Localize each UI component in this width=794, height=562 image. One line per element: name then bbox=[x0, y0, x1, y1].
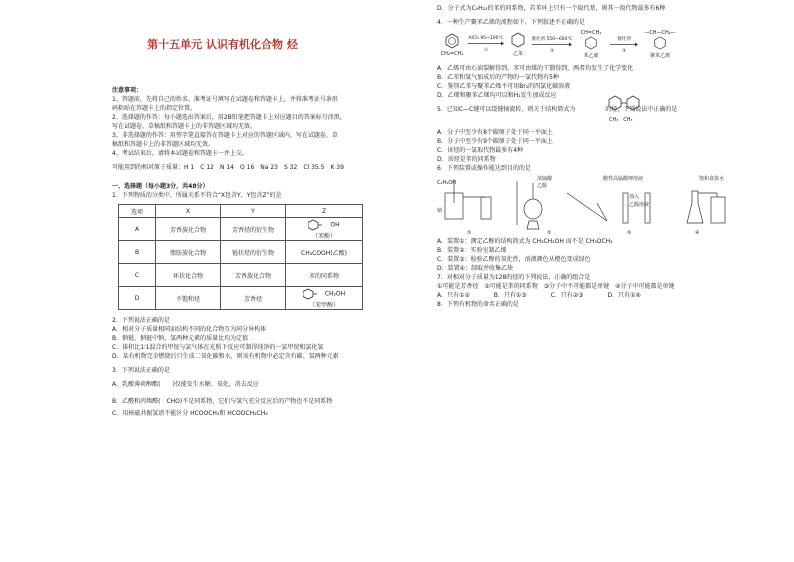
table-cell: A bbox=[119, 218, 156, 241]
note-line: 写在试题卷、草稿纸和答题卡上的非答题区域均无效。 bbox=[112, 123, 257, 130]
option: A．乳酸薄荷醇酯( )仅能发生水解、氧化、消去反应 bbox=[112, 381, 259, 388]
table-header: Z bbox=[286, 205, 363, 218]
table-cell: 环状化合物 bbox=[156, 264, 221, 287]
label-acidified: 酸性高锰酸钾溶液 bbox=[603, 176, 644, 182]
option: B．装置②：实验室制乙烯 bbox=[437, 247, 507, 254]
statements: ①可能是芳香烃 ②可能是苯的同系物 ③分子中不可能都是单键 ④分子中可能都是单键 bbox=[437, 283, 675, 290]
option: A．装置①：测定乙醇的结构简式为 CH₃CH₂OH 而不是 CH₃OCH₃ bbox=[437, 238, 613, 245]
methyl-labels: CH₃ CH₃ bbox=[609, 117, 633, 123]
atomic-masses: 可能用到的相对原子质量：H 1 C 12 N 14 O 16 Na 23 S 32 Cl 35.5 K 39 bbox=[112, 164, 344, 171]
question-2: 2．下列说法正确的是 bbox=[112, 317, 170, 324]
ethylene-label: CH₂=CH₂ bbox=[440, 50, 464, 57]
table-header: 选项 bbox=[119, 205, 156, 218]
option: B．分子中至少有9个碳原子处于同一平面上 bbox=[437, 138, 553, 145]
table-cell: 芳香族化合物 bbox=[221, 264, 286, 287]
label-num: ③ bbox=[627, 230, 632, 236]
label-solution: 乙醇溶液 bbox=[629, 202, 650, 208]
option: C．该烃的一氯取代物最多有4种 bbox=[437, 147, 524, 154]
question-6: 6．下列装置或操作能达到目的的是 bbox=[437, 165, 531, 172]
note-line: 2、选择题的作答：每小题选出答案后，用2B铅笔把答题卡上对应题目的答案标号涂黑， bbox=[112, 114, 346, 121]
option: A．乙烯可由石油裂解得到，苯可由煤的干馏得到，两者均发生了化学变化 bbox=[437, 65, 634, 72]
label-num: ① bbox=[467, 230, 472, 236]
label-water: 饱和食盐水 bbox=[699, 176, 725, 182]
option: D．装置④：制取并收集乙炔 bbox=[437, 265, 513, 272]
product-label: 乙苯 bbox=[512, 51, 523, 57]
note-line: 稿纸和答题卡上的非答题区域均无效。 bbox=[112, 141, 215, 148]
choice: D．只有①④ bbox=[607, 292, 641, 299]
option: C．用核磁共振氢谱不能区分 HCOOCH₃和 HCOOCH₂CH₃ bbox=[112, 410, 268, 417]
option: D．该烃是苯的同系物 bbox=[437, 156, 496, 163]
choice: B．只有①③ bbox=[493, 292, 527, 299]
label-ethanol: C₂H₅OH bbox=[437, 180, 456, 186]
benzene-ring-icon bbox=[444, 33, 460, 49]
table-cell: 苯的同系物 bbox=[286, 264, 363, 287]
table-header: Y bbox=[221, 205, 286, 218]
table-header: X bbox=[156, 205, 221, 218]
option: B．乙醛和丙烯醛( CHO)不是同系物，它们与氢气充分反应后的产物也不是同系物 bbox=[112, 398, 333, 405]
question-4: 4．一种生产聚苯乙烯的流程如下，下列叙述不正确的是 bbox=[437, 19, 585, 26]
notes-heading: 注意事项： bbox=[112, 87, 143, 94]
question-5: 5．已知C—C键可以绕键轴旋转，则关于结构简式为 的烃，下列说法中正确的是 bbox=[437, 106, 678, 113]
biphenyl-structure-icon bbox=[607, 94, 641, 116]
table-row bbox=[119, 287, 363, 310]
option: B．钠链、钠链中钠、氢两种元素的质量比均为定值 bbox=[112, 335, 249, 342]
table-row bbox=[119, 264, 363, 287]
choices-row bbox=[437, 291, 754, 300]
option: A．分子中至少有8个碳原子处于同一平面上 bbox=[437, 129, 553, 136]
question-1: 1．下列物质的分类中，所属关系不符合“X包含Y、Y包含Z”的是 bbox=[112, 192, 282, 199]
note-line: 4、考试结束后，请将本试题卷和答题卡一并上交。 bbox=[112, 150, 248, 157]
label-sodium: 钠 bbox=[437, 208, 443, 214]
label-num: ④ bbox=[695, 230, 700, 236]
table-cell: 芳香烃 bbox=[221, 287, 286, 310]
arrow-icon bbox=[468, 41, 504, 46]
table-row bbox=[119, 241, 363, 264]
arrow-icon bbox=[532, 42, 572, 47]
polystyrene-icon bbox=[652, 36, 668, 50]
table-cell: 脂肪族化合物 bbox=[156, 241, 221, 264]
benzyl-alcohol-structure: CH₂OH （苯甲醇） bbox=[286, 287, 363, 310]
table-cell: 不饱和烃 bbox=[156, 287, 221, 310]
label-acid: 浓硫酸 bbox=[537, 176, 553, 182]
option: C．体积比1∶1混合的甲烷与氯气体在光照下反应可制得纯净的一氯甲烷和氯化氢 bbox=[112, 344, 324, 351]
option: C．鉴别乙苯与聚苯乙烯不可用Br₂的四氯化碳溶液 bbox=[437, 83, 571, 90]
styrene-icon bbox=[583, 36, 599, 50]
question-7: 7．对相对分子质量为128的烃的下列说法，正确的组合是 bbox=[437, 274, 591, 281]
page-title: 第十五单元 认识有机化合物 烃 bbox=[147, 38, 298, 51]
question-5-row bbox=[437, 105, 754, 114]
note-line: 1、答题前，先将自己的姓名、准考证号填写在试题卷和答题卡上，并将准考证号条形 bbox=[112, 96, 338, 103]
table-row bbox=[119, 218, 363, 241]
option: D．乙烯和聚苯乙烯均可以和H₂发生加成反应 bbox=[437, 92, 557, 99]
question-3: 3．下列说法正确的是 bbox=[112, 367, 170, 374]
table-cell: 链状烃的衍生物 bbox=[221, 241, 286, 264]
classification-table bbox=[118, 204, 363, 310]
option: D．分子式为C₉H₁₂的苯的同系物，若苯环上只有一个取代基，则其一溴代物最多有6种 bbox=[437, 5, 666, 12]
option: D．某有机物完全燃烧后只生成二氧化碳和水，则该有机物中必定含有碳、氢两种元素 bbox=[112, 353, 339, 360]
label-num: ② bbox=[547, 230, 552, 236]
lab-apparatus-figure bbox=[437, 173, 737, 233]
choice: A．只有①② bbox=[437, 292, 470, 299]
option: C．装置③：检验乙醇的氧化性，溶液颜色从橙色变成绿色 bbox=[437, 256, 591, 263]
table-cell: CH₃COOH(乙酸) bbox=[286, 241, 363, 264]
question-8: 8．下列有机物的命名正确的是 bbox=[437, 301, 519, 308]
product-label: 苯乙烯 bbox=[583, 53, 599, 59]
section-heading: 一、选择题（每小题3分，共48分） bbox=[112, 183, 209, 190]
option: A．相对分子质量相同而结构不同的化合物互为同分异构体 bbox=[112, 326, 267, 333]
note-line: 3、非选择题的作答：用签字笔直接答在答题卡上对应的答题区域内。写在试题卷、草 bbox=[112, 132, 338, 139]
right-page bbox=[397, 0, 794, 562]
product-label: 聚苯乙烯 bbox=[649, 53, 670, 59]
choice: C．只有②③ bbox=[550, 292, 584, 299]
note-line: 码粘贴在答题卡上的指定位置。 bbox=[112, 105, 197, 112]
table-cell: D bbox=[119, 287, 156, 310]
table-cell: 芳香烃的衍生物 bbox=[221, 218, 286, 241]
benzene-ring-icon bbox=[308, 219, 330, 231]
table-cell: C bbox=[119, 264, 156, 287]
ethylbenzene-icon bbox=[510, 32, 526, 48]
label-alcohol: 乙醇 bbox=[537, 183, 548, 189]
reaction-scheme: CH₂=CH₂ AlCl₃ 95~100℃ ① 乙苯 催化剂 550~600℃ ② CH=CH₂ 苯乙烯 催化剂 ③ —CH—CH₂— 聚苯乙烯 bbox=[437, 30, 754, 59]
benzene-ring-icon bbox=[303, 288, 325, 300]
label-add: 加入 bbox=[629, 194, 640, 200]
notes-list bbox=[112, 95, 373, 158]
option: B．乙苯和氢气加成后的产物的一氯代物有5种 bbox=[437, 74, 559, 81]
table-cell: B bbox=[119, 241, 156, 264]
arrow-icon bbox=[610, 42, 638, 47]
phenol-structure: OH （苯酚） bbox=[286, 218, 363, 241]
table-cell: 芳香族化合物 bbox=[156, 218, 221, 241]
